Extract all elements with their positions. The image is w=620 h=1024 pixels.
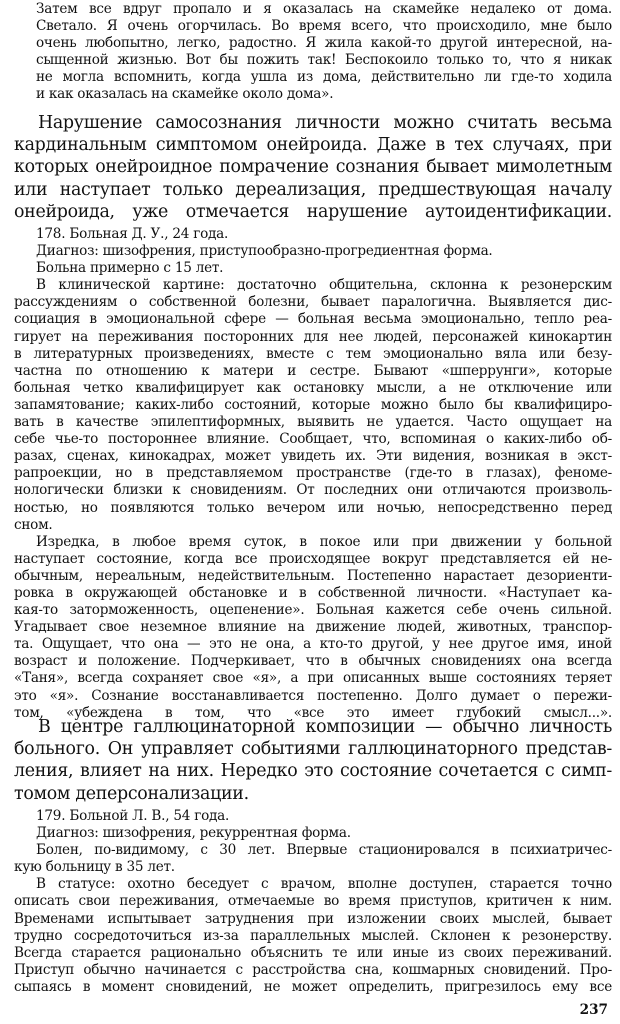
text-line: ровка в окружающей обстановке и в собственной личности. «Наступает ка- bbox=[14, 584, 612, 601]
text-line: Диагноз: шизофрения, приступообразно-прогредиентная форма. bbox=[36, 243, 493, 260]
text-line: наступает состояние, когда все происходящее вокруг представляется ей не- bbox=[14, 550, 612, 567]
text-line: Всегда старается рационально объяснить те или иные из своих переживаний. bbox=[14, 944, 612, 961]
text-line: нологически близки к сновидениям. От последних они отличаются произволь- bbox=[14, 482, 612, 499]
text-line: обычным, нереальным, недействительным. Постепенно нарастает дезориенти- bbox=[14, 567, 612, 584]
text-line: Диагноз: шизофрения, рекуррентная форма. bbox=[36, 825, 351, 842]
text-line: и как оказалась на скамейке около дома». bbox=[36, 86, 334, 103]
text-line: это «я». Сознание восстанавливается постепенно. Долго думает о пережи- bbox=[14, 687, 612, 704]
text-line: частна по отношению к матери и сестре. Бывают «шперрунги», которые bbox=[14, 362, 612, 379]
text-line: Затем все вдруг пропало и я оказалась на скамейке недалеко от дома. bbox=[36, 1, 612, 17]
text-line: в литературных произведениях, вместе с тем эмоционально вяла или безу- bbox=[14, 345, 612, 362]
text-line: Болен, по-видимому, с 30 лет. Впервые стационировался в психиатричес- bbox=[36, 842, 612, 859]
text-line: запамятование; каких-либо состояний, которые можно было бы квалифициро- bbox=[14, 396, 612, 413]
text-line: ностью, но появляются только вечером или ночью, непосредственно перед bbox=[14, 499, 612, 516]
text-line: социация в эмоциональной сфере — больная весьма эмоционально, тепло реа- bbox=[14, 311, 612, 328]
thesis-paragraph-self-awareness bbox=[14, 112, 612, 223]
thesis-paragraph-hallucinatory-composition bbox=[14, 716, 612, 805]
text-line: вать в качестве эпилептиформных, выявить не удается. Часто ощущает на bbox=[14, 414, 612, 431]
case-178-description bbox=[14, 226, 612, 722]
page-number: 237 bbox=[579, 1002, 608, 1018]
quoted-account-paragraph bbox=[36, 1, 612, 104]
text-line: или наступает только дереализация, предшествующая началу bbox=[14, 179, 612, 200]
text-line: рассуждениям о собственной болезни, бывает паралогична. Выявляется дис- bbox=[14, 294, 612, 311]
text-line: возраст и положение. Подчеркивает, что в обычных сновидениях она всегда bbox=[14, 653, 612, 670]
text-line: Светало. Я очень огорчилась. Во время всего, что происходило, мне было bbox=[36, 18, 612, 35]
text-line: не могла вспомнить, когда ушла из дома, действительно ли где-то ходила bbox=[36, 69, 612, 86]
text-line: В центре галлюцинаторной композиции — обычно личность bbox=[38, 717, 612, 737]
text-line: В клинической картине: достаточно общительна, склонна к резонерским bbox=[36, 277, 612, 294]
text-line: кую больницу в 35 лет. bbox=[14, 859, 175, 876]
text-line: Угадывает свое неземное влияние на движение людей, животных, транспор- bbox=[14, 619, 612, 636]
text-line: том, «убеждена в том, что «все это имеет глубокий смысл...». bbox=[14, 704, 612, 721]
text-line: рапроекции, но в представляемом пространстве (где-то в глазах), феноме- bbox=[14, 465, 612, 482]
text-line: сыщенной жизнью. Вот бы пожить так! Беспокоило только то, что я никак bbox=[36, 52, 612, 69]
text-line: себе чье-то постороннее влияние. Сообщает, что, вспоминая о каких-либо об- bbox=[14, 431, 612, 448]
text-line: больного. Он управляет событиями галлюцинаторного представ- bbox=[14, 739, 612, 760]
text-line: трудно сосредоточиться из-за параллельных мыслей. Склонен к резонерству. bbox=[14, 927, 612, 944]
text-line: Нарушение самосознания личности можно считать весьма bbox=[38, 113, 612, 133]
text-line: разах, сценах, кинокадрах, может увидеть их. Эти видения, возникая в экст- bbox=[14, 448, 612, 465]
text-line: 178. Больная Д. У., 24 года. bbox=[36, 226, 229, 242]
text-line: Больна примерно с 15 лет. bbox=[36, 260, 224, 277]
text-line: томом деперсонализации. bbox=[14, 783, 249, 804]
text-line: «Таня», всегда сохраняет свое «я», а при описанных выше состояниях теряет bbox=[14, 670, 612, 687]
text-line: сном. bbox=[14, 516, 53, 533]
text-line: описать свои переживания, отмечаемые во время приступов, критичен к ним. bbox=[14, 893, 612, 910]
text-line: которых онейроидное помрачение сознания бывает мимолетным bbox=[14, 157, 612, 178]
text-line: сыпаясь в момент сновидений, не может определить, пригрезилось ему все bbox=[14, 978, 612, 995]
text-line: Временами испытывает затруднения при изложении своих мыслей, бывает bbox=[14, 910, 612, 927]
text-line: очень любопытно, легко, радостно. Я жила какой-то другой интересной, на- bbox=[36, 35, 612, 52]
text-line: 179. Больной Л. В., 54 года. bbox=[36, 808, 230, 824]
text-line: кардинальным симптомом онейроида. Даже в тех случаях, при bbox=[14, 135, 612, 156]
text-line: больная четко квалифицирует как остановку мысли, а не отключение или bbox=[14, 379, 612, 396]
text-line: Изредка, в любое время суток, в покое или при движении у больной bbox=[36, 533, 612, 550]
text-line: В статусе: охотно беседует с врачом, вполне доступен, старается точно bbox=[36, 876, 612, 893]
text-line: Приступ обычно начинается с расстройства сна, кошмарных сновидений. Про- bbox=[14, 961, 612, 978]
text-line: кая-то заторможенность, оцепенение». Больная кажется себе очень сильной. bbox=[14, 602, 612, 619]
text-line: онейроида, уже отмечается нарушение аутоидентификации. bbox=[14, 201, 612, 222]
text-line: ления, влияет на них. Нередко это состояние сочетается с симп- bbox=[14, 761, 612, 782]
text-line: гирует на переживания посторонних для нее людей, персонажей кинокартин bbox=[14, 328, 612, 345]
case-179-description bbox=[14, 808, 612, 996]
text-line: та. Ощущает, что она — это не она, а кто-то другой, у нее другое имя, иной bbox=[14, 636, 612, 653]
